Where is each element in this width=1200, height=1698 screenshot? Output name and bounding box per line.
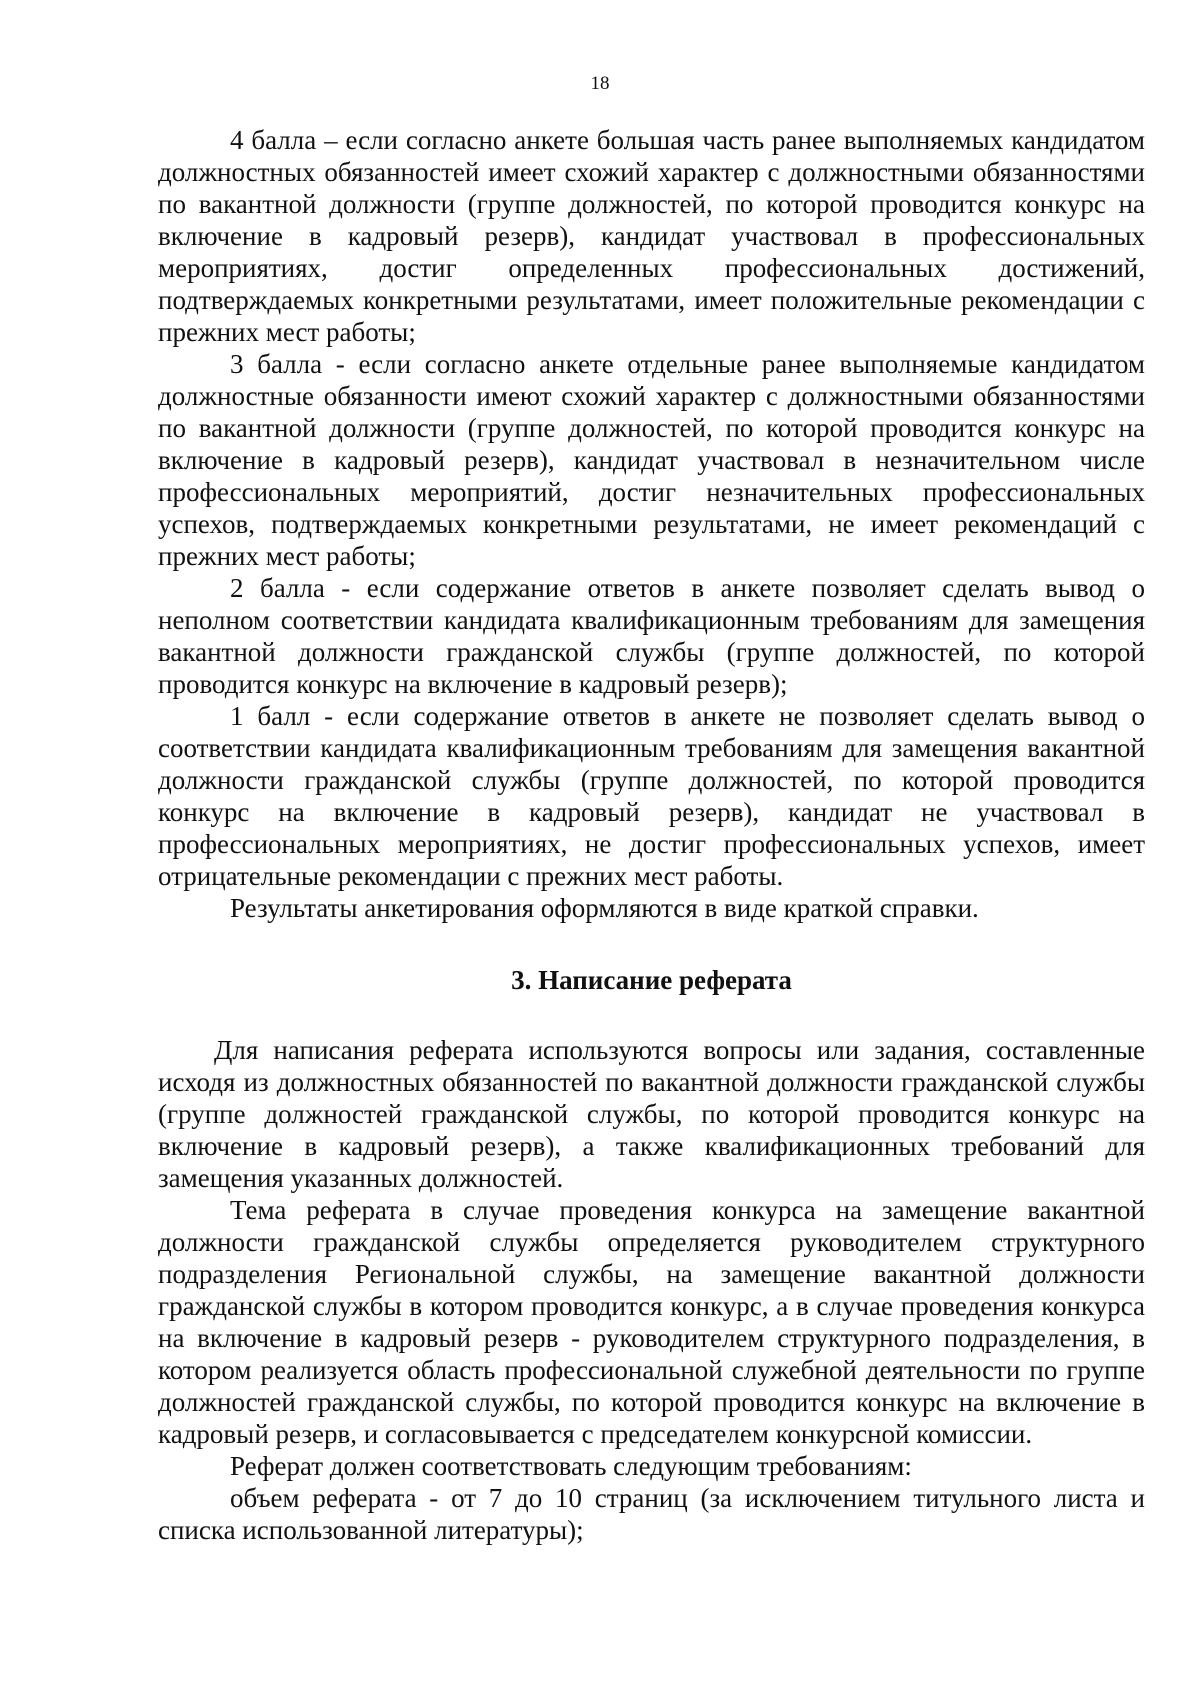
page-content: [158, 124, 1145, 1546]
paragraph-survey-results: Результаты анкетирования оформляются в виде краткой справки.: [230, 893, 979, 923]
paragraph-score-3: 3 балла - если согласно анкете отдельные ранее выполняемые кандидатом должностные обязанности имеют схожий характер с должностными обязанностями по вакантной должности (группе должностей, по которой проводится конкурс на включение в кадровый резерв), кандидат участвовал в незначительном числе профессиональных мероприятий, достиг незначительных профессиональных успехов, подтверждаемых конкретными результатами, не имеет рекомендаций с прежних мест работы;: [158, 349, 1145, 571]
section-title: 3. Написание реферата: [511, 965, 792, 995]
page-number: 18: [590, 73, 610, 94]
paragraph-score-4: 4 балла – если согласно анкете большая часть ранее выполняемых кандидатом должностных обязанностей имеет схожий характер с должностными обязанностями по вакантной должности (группе должностей, по которой проводится конкурс на включение в кадровый резерв), кандидат участвовал в профессиональных мероприятиях, достиг определенных профессиональных достижений, подтверждаемых конкретными результатами, имеет положительные рекомендации с прежних мест работы;: [158, 125, 1145, 347]
paragraph-essay-volume: объем реферата - от 7 до 10 страниц (за исключением титульного листа и списка использованной литературы);: [158, 1483, 1145, 1545]
paragraph-essay-requirements: Реферат должен соответствовать следующим требованиям:: [230, 1451, 912, 1481]
paragraph-essay-questions: Для написания реферата используются вопросы или задания, составленные исходя из должностных обязанностей по вакантной должности гражданской службы (группе должностей гражданской службы, по которой проводится конкурс на включение в кадровый резерв), а также квалификационных требований для замещения указанных должностей.: [158, 1035, 1145, 1193]
paragraph-score-1: 1 балл - если содержание ответов в анкете не позволяет сделать вывод о соответствии кандидата квалификационным требованиям для замещения вакантной должности гражданской службы (группе должностей, по которой проводится конкурс на включение в кадровый резерв), кандидат не участвовал в профессиональных мероприятиях, не достиг профессиональных успехов, имеет отрицательные рекомендации с прежних мест работы.: [158, 701, 1145, 891]
paragraph-essay-topic: Тема реферата в случае проведения конкурса на замещение вакантной должности гражданской службы определяется руководителем структурного подразделения Региональной службы, на замещение вакантной должности гражданской службы в котором проводится конкурс, а в случае проведения конкурса на включение в кадровый резерв - руководителем структурного подразделения, в котором реализуется область профессиональной служебной деятельности по группе должностей гражданской службы, по которой проводится конкурс на включение в кадровый резерв, и согласовывается с председателем конкурсной комиссии.: [158, 1195, 1145, 1449]
paragraph-score-2: 2 балла - если содержание ответов в анкете позволяет сделать вывод о неполном соответствии кандидата квалификационным требованиям для замещения вакантной должности гражданской службы (группе должностей, по которой проводится конкурс на включение в кадровый резерв);: [158, 573, 1145, 699]
